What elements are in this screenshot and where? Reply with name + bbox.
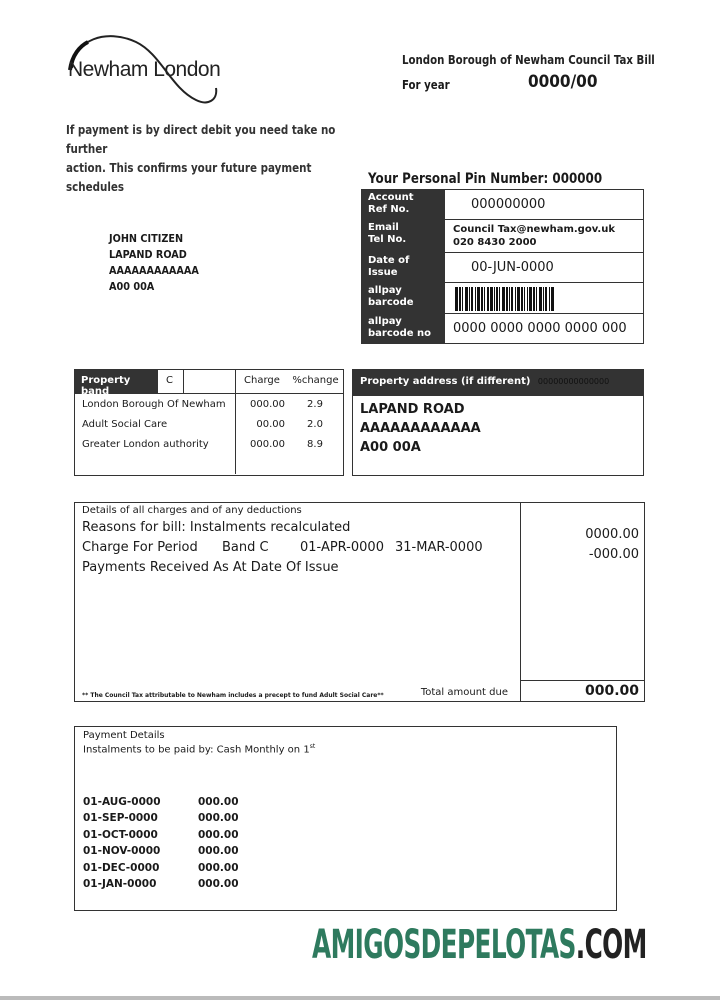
address-postcode: A00 00A bbox=[109, 280, 155, 293]
account-ref-row bbox=[362, 190, 643, 220]
address-line: LAPAND ROAD bbox=[109, 248, 187, 261]
barcode-no-value: 0000 0000 0000 0000 000 bbox=[453, 321, 627, 336]
authority-name: Greater London authority bbox=[82, 438, 209, 450]
instalment-row bbox=[83, 843, 616, 860]
total-due-value: 000.00 bbox=[521, 680, 644, 701]
band-header bbox=[75, 370, 343, 397]
barcode-no-label: allpay barcode no bbox=[362, 314, 445, 343]
instalment-date: 01-AUG-0000 bbox=[83, 795, 161, 808]
issue-date-row bbox=[362, 253, 643, 283]
issue-date-value: 00-JUN-0000 bbox=[471, 260, 554, 275]
address-postcode: A00 00A bbox=[360, 440, 421, 455]
instalment-amount: 000.00 bbox=[198, 861, 239, 874]
charge-amount: 0000.00 bbox=[585, 527, 639, 542]
bottom-border bbox=[0, 996, 720, 1000]
barcode-row bbox=[362, 283, 643, 314]
barcode-image bbox=[445, 283, 643, 313]
instalment-date: 01-JAN-0000 bbox=[83, 878, 157, 891]
instalment-amount: 000.00 bbox=[198, 828, 239, 841]
instalment-row bbox=[83, 793, 616, 810]
property-band-table bbox=[74, 369, 344, 476]
band-row bbox=[75, 414, 343, 434]
band-row bbox=[75, 394, 343, 414]
charge-value: 000.00 bbox=[250, 438, 285, 450]
bill-title: London Borough of Newham Council Tax Bill bbox=[402, 53, 655, 67]
adult-social-care-footnote: ** The Council Tax attributable to Newham includes a precept to fund Adult Social Care** bbox=[82, 692, 384, 699]
bill-reason: Reasons for bill: Instalments recalculated bbox=[82, 520, 351, 535]
instalment-list bbox=[75, 793, 616, 892]
change-value: 2.9 bbox=[307, 398, 323, 410]
instalment-amount: 000.00 bbox=[198, 845, 239, 858]
email-link[interactable]: Council Tax@newham.gov.uk bbox=[453, 224, 615, 235]
payments-received-label: Payments Received As At Date Of Issue bbox=[82, 560, 339, 575]
instalment-amount: 000.00 bbox=[198, 795, 239, 808]
total-due-label: Total amount due bbox=[420, 687, 508, 698]
charges-description bbox=[75, 503, 521, 701]
notice-line: action. This confirms your future payment schedules bbox=[66, 161, 312, 194]
payments-amount: -000.00 bbox=[588, 547, 639, 562]
band-rows bbox=[75, 394, 343, 474]
property-address bbox=[353, 396, 643, 461]
barcode-no-row bbox=[362, 314, 643, 343]
instalment-date: 01-OCT-0000 bbox=[83, 828, 158, 841]
payment-method bbox=[75, 741, 616, 757]
instalment-row bbox=[83, 859, 616, 876]
watermark-suffix: .COM bbox=[575, 922, 647, 968]
account-ref-value: 000000000 bbox=[471, 197, 546, 212]
notice-line: If payment is by direct debit you need take no further bbox=[66, 123, 336, 156]
year-value: 0000/00 bbox=[528, 72, 598, 92]
change-value: 8.9 bbox=[307, 438, 323, 450]
direct-debit-notice bbox=[66, 121, 358, 197]
recipient-address bbox=[109, 231, 199, 295]
charge-value: 000.00 bbox=[250, 398, 285, 410]
change-header: %change bbox=[292, 375, 339, 386]
period-end: 31-MAR-0000 bbox=[395, 540, 483, 555]
property-header-label: Property address (if different) bbox=[360, 376, 531, 387]
charges-amounts bbox=[521, 503, 644, 701]
charge-band: Band C bbox=[222, 540, 269, 555]
pin-label: Your Personal Pin Number: bbox=[368, 171, 549, 187]
charge-period-line bbox=[75, 538, 520, 558]
instalment-date: 01-DEC-0000 bbox=[83, 861, 160, 874]
address-line: LAPAND ROAD bbox=[360, 402, 465, 417]
band-label: Property band bbox=[75, 370, 158, 393]
property-address-box bbox=[352, 369, 644, 476]
details-header: Details of all charges and of any deductions bbox=[82, 505, 302, 516]
instalment-row bbox=[83, 826, 616, 843]
year-label: For year bbox=[402, 78, 450, 92]
band-value: C bbox=[158, 370, 184, 393]
authority-name: London Borough Of Newham bbox=[82, 398, 226, 410]
charges-details-box bbox=[74, 502, 645, 702]
band-row bbox=[75, 434, 343, 454]
charge-period-label: Charge For Period bbox=[82, 540, 198, 555]
ordinal-suffix: st bbox=[309, 743, 316, 750]
charge-header: Charge bbox=[244, 375, 280, 386]
contact-value bbox=[445, 220, 643, 252]
payment-header: Payment Details bbox=[83, 730, 165, 741]
instalment-amount: 000.00 bbox=[198, 878, 239, 891]
instalment-row bbox=[83, 876, 616, 893]
contact-label: Email Tel No. bbox=[362, 220, 445, 252]
property-ref: 00000000000000 bbox=[537, 377, 610, 386]
column-divider bbox=[235, 394, 236, 474]
instalment-row bbox=[83, 810, 616, 827]
contact-row bbox=[362, 220, 643, 253]
charge-value: 00.00 bbox=[256, 418, 285, 430]
account-info-table bbox=[361, 189, 644, 344]
change-value: 2.0 bbox=[307, 418, 323, 430]
barcode-label: allpay barcode bbox=[362, 283, 445, 313]
instalment-date: 01-SEP-0000 bbox=[83, 812, 158, 825]
account-ref-label: Account Ref No. bbox=[362, 190, 445, 219]
phone-number: 020 8430 2000 bbox=[453, 237, 537, 248]
address-line: AAAAAAAAAAAA bbox=[360, 421, 481, 436]
payment-details-box bbox=[74, 726, 617, 911]
logo-text: Newham London bbox=[68, 58, 221, 81]
pin-number bbox=[368, 171, 602, 187]
newham-logo bbox=[66, 30, 226, 110]
band-empty-cell bbox=[184, 370, 236, 393]
period-start: 01-APR-0000 bbox=[300, 540, 384, 555]
instalment-date: 01-NOV-0000 bbox=[83, 845, 161, 858]
property-address-header bbox=[353, 370, 643, 396]
payment-method-text: Instalments to be paid by: Cash Monthly on 1 bbox=[83, 744, 310, 756]
pin-value: 000000 bbox=[552, 171, 603, 187]
address-line: AAAAAAAAAAAA bbox=[109, 264, 199, 277]
recipient-name: JOHN CITIZEN bbox=[109, 232, 184, 245]
authority-name: Adult Social Care bbox=[82, 418, 168, 430]
watermark bbox=[312, 922, 647, 968]
barcode-icon bbox=[455, 287, 555, 311]
issue-date-label: Date of Issue bbox=[362, 253, 445, 282]
instalment-amount: 000.00 bbox=[198, 812, 239, 825]
watermark-main: AMIGOSDEPELOTAS bbox=[312, 922, 576, 968]
